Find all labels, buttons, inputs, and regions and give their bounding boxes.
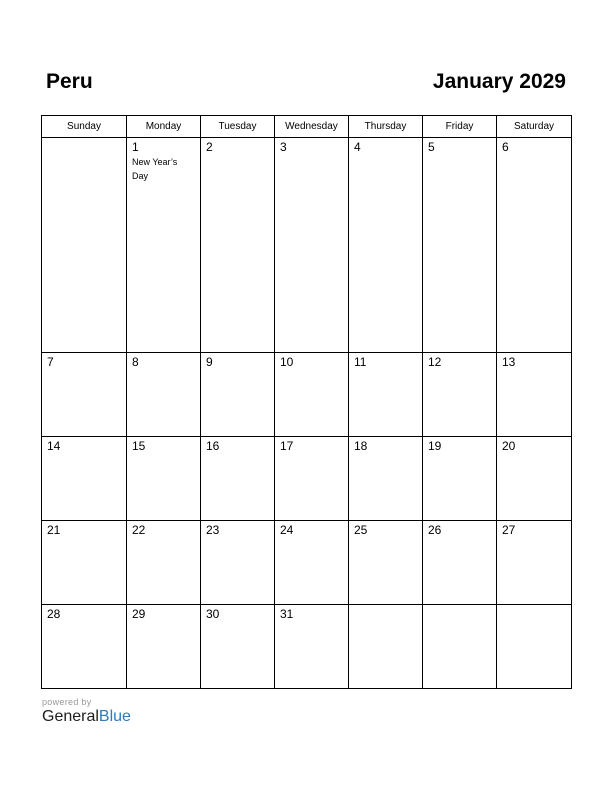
holiday-label bbox=[42, 621, 107, 622]
holiday-label bbox=[349, 537, 414, 538]
day-cell bbox=[42, 604, 127, 688]
footer-branding bbox=[42, 697, 131, 726]
day-cell bbox=[127, 138, 201, 353]
day-cell bbox=[423, 520, 497, 604]
day-number: 9 bbox=[206, 354, 213, 369]
holiday-label bbox=[275, 621, 340, 622]
day-cell bbox=[127, 520, 201, 604]
day-cell bbox=[42, 352, 127, 436]
holiday-label bbox=[497, 154, 562, 155]
powered-by-text: powered by bbox=[42, 697, 92, 707]
weekday-thursday: Thursday bbox=[349, 116, 423, 138]
day-number: 29 bbox=[132, 606, 146, 621]
day-number: 25 bbox=[354, 522, 368, 537]
day-cell bbox=[127, 352, 201, 436]
day-number: 14 bbox=[47, 438, 61, 453]
brand-blue: Blue bbox=[98, 708, 131, 725]
holiday-label bbox=[349, 369, 414, 370]
week-row bbox=[42, 436, 572, 520]
holiday-label bbox=[423, 369, 488, 370]
holiday-label bbox=[497, 453, 562, 454]
calendar-header bbox=[46, 70, 566, 100]
holiday-label bbox=[497, 369, 562, 370]
holiday-label bbox=[275, 537, 340, 538]
holiday-label bbox=[497, 608, 562, 609]
day-number: 3 bbox=[280, 140, 287, 154]
holiday-label bbox=[423, 608, 488, 609]
day-cell bbox=[275, 436, 349, 520]
day-cell bbox=[349, 138, 423, 353]
holiday-label bbox=[127, 537, 192, 538]
day-cell bbox=[423, 436, 497, 520]
brand-general: General bbox=[42, 708, 99, 725]
day-cell bbox=[201, 604, 275, 688]
day-cell bbox=[423, 138, 497, 353]
day-number: 19 bbox=[428, 438, 442, 453]
day-cell bbox=[201, 436, 275, 520]
day-number: 24 bbox=[280, 522, 294, 537]
day-number: 10 bbox=[280, 354, 294, 369]
day-number: 11 bbox=[354, 354, 367, 369]
week-row bbox=[42, 352, 572, 436]
weekday-header-row bbox=[42, 116, 572, 138]
calendar-grid bbox=[41, 115, 572, 689]
day-number: 5 bbox=[428, 140, 435, 154]
holiday-label bbox=[127, 369, 192, 370]
day-cell bbox=[42, 138, 127, 353]
day-cell bbox=[349, 352, 423, 436]
day-cell bbox=[423, 352, 497, 436]
week-row bbox=[42, 604, 572, 688]
week-row bbox=[42, 520, 572, 604]
day-cell bbox=[127, 604, 201, 688]
month-title: January 2029 bbox=[432, 70, 566, 93]
day-cell bbox=[423, 604, 497, 688]
holiday-label bbox=[201, 453, 266, 454]
holiday-label bbox=[349, 453, 414, 454]
day-number: 21 bbox=[47, 522, 61, 537]
day-cell bbox=[497, 352, 572, 436]
day-cell bbox=[497, 436, 572, 520]
weekday-sunday: Sunday bbox=[42, 116, 127, 138]
day-number: 31 bbox=[280, 606, 294, 621]
day-cell bbox=[349, 604, 423, 688]
holiday-label bbox=[423, 154, 488, 155]
holiday-label bbox=[42, 537, 107, 538]
country-title: Peru bbox=[46, 70, 93, 93]
holiday-label bbox=[275, 453, 340, 454]
day-number: 2 bbox=[206, 140, 213, 154]
day-cell bbox=[349, 520, 423, 604]
week-row bbox=[42, 138, 572, 353]
day-number: 4 bbox=[354, 140, 361, 154]
day-number: 20 bbox=[502, 438, 516, 453]
day-cell bbox=[127, 436, 201, 520]
holiday-label bbox=[349, 608, 414, 609]
day-number: 12 bbox=[428, 354, 442, 369]
day-cell bbox=[275, 138, 349, 353]
holiday-label bbox=[201, 154, 266, 155]
day-number: 27 bbox=[502, 522, 516, 537]
weekday-monday: Monday bbox=[127, 116, 201, 138]
holiday-label: New Year’s Day bbox=[132, 157, 178, 181]
day-cell bbox=[497, 520, 572, 604]
day-number: 28 bbox=[47, 606, 61, 621]
day-number: 8 bbox=[132, 354, 139, 369]
holiday-label bbox=[42, 141, 107, 142]
weekday-saturday: Saturday bbox=[497, 116, 572, 138]
holiday-label bbox=[275, 154, 340, 155]
day-number: 23 bbox=[206, 522, 220, 537]
holiday-label bbox=[201, 369, 266, 370]
weekday-tuesday: Tuesday bbox=[201, 116, 275, 138]
day-cell bbox=[275, 520, 349, 604]
day-number: 7 bbox=[47, 354, 54, 369]
day-number: 15 bbox=[132, 438, 146, 453]
day-cell bbox=[497, 138, 572, 353]
holiday-label bbox=[423, 453, 488, 454]
holiday-label bbox=[42, 453, 107, 454]
day-cell bbox=[42, 520, 127, 604]
holiday-label bbox=[349, 154, 414, 155]
holiday-label bbox=[497, 537, 562, 538]
holiday-label bbox=[201, 537, 266, 538]
day-number: 1 bbox=[132, 140, 139, 154]
weekday-wednesday: Wednesday bbox=[275, 116, 349, 138]
holiday-label bbox=[127, 621, 192, 622]
day-cell bbox=[42, 436, 127, 520]
day-cell bbox=[349, 436, 423, 520]
day-cell bbox=[201, 352, 275, 436]
day-cell bbox=[275, 604, 349, 688]
day-number: 18 bbox=[354, 438, 368, 453]
day-number: 13 bbox=[502, 354, 516, 369]
holiday-label bbox=[275, 369, 340, 370]
day-number: 17 bbox=[280, 438, 294, 453]
holiday-label bbox=[127, 453, 192, 454]
day-number: 26 bbox=[428, 522, 442, 537]
day-number: 22 bbox=[132, 522, 146, 537]
day-number: 6 bbox=[502, 140, 509, 154]
day-cell bbox=[497, 604, 572, 688]
day-number: 16 bbox=[206, 438, 220, 453]
holiday-label bbox=[423, 537, 488, 538]
day-number: 30 bbox=[206, 606, 220, 621]
day-cell bbox=[201, 138, 275, 353]
holiday-label bbox=[42, 369, 107, 370]
day-cell bbox=[275, 352, 349, 436]
day-cell bbox=[201, 520, 275, 604]
weekday-friday: Friday bbox=[423, 116, 497, 138]
holiday-label bbox=[201, 621, 266, 622]
generalblue-logo[interactable] bbox=[42, 708, 131, 726]
